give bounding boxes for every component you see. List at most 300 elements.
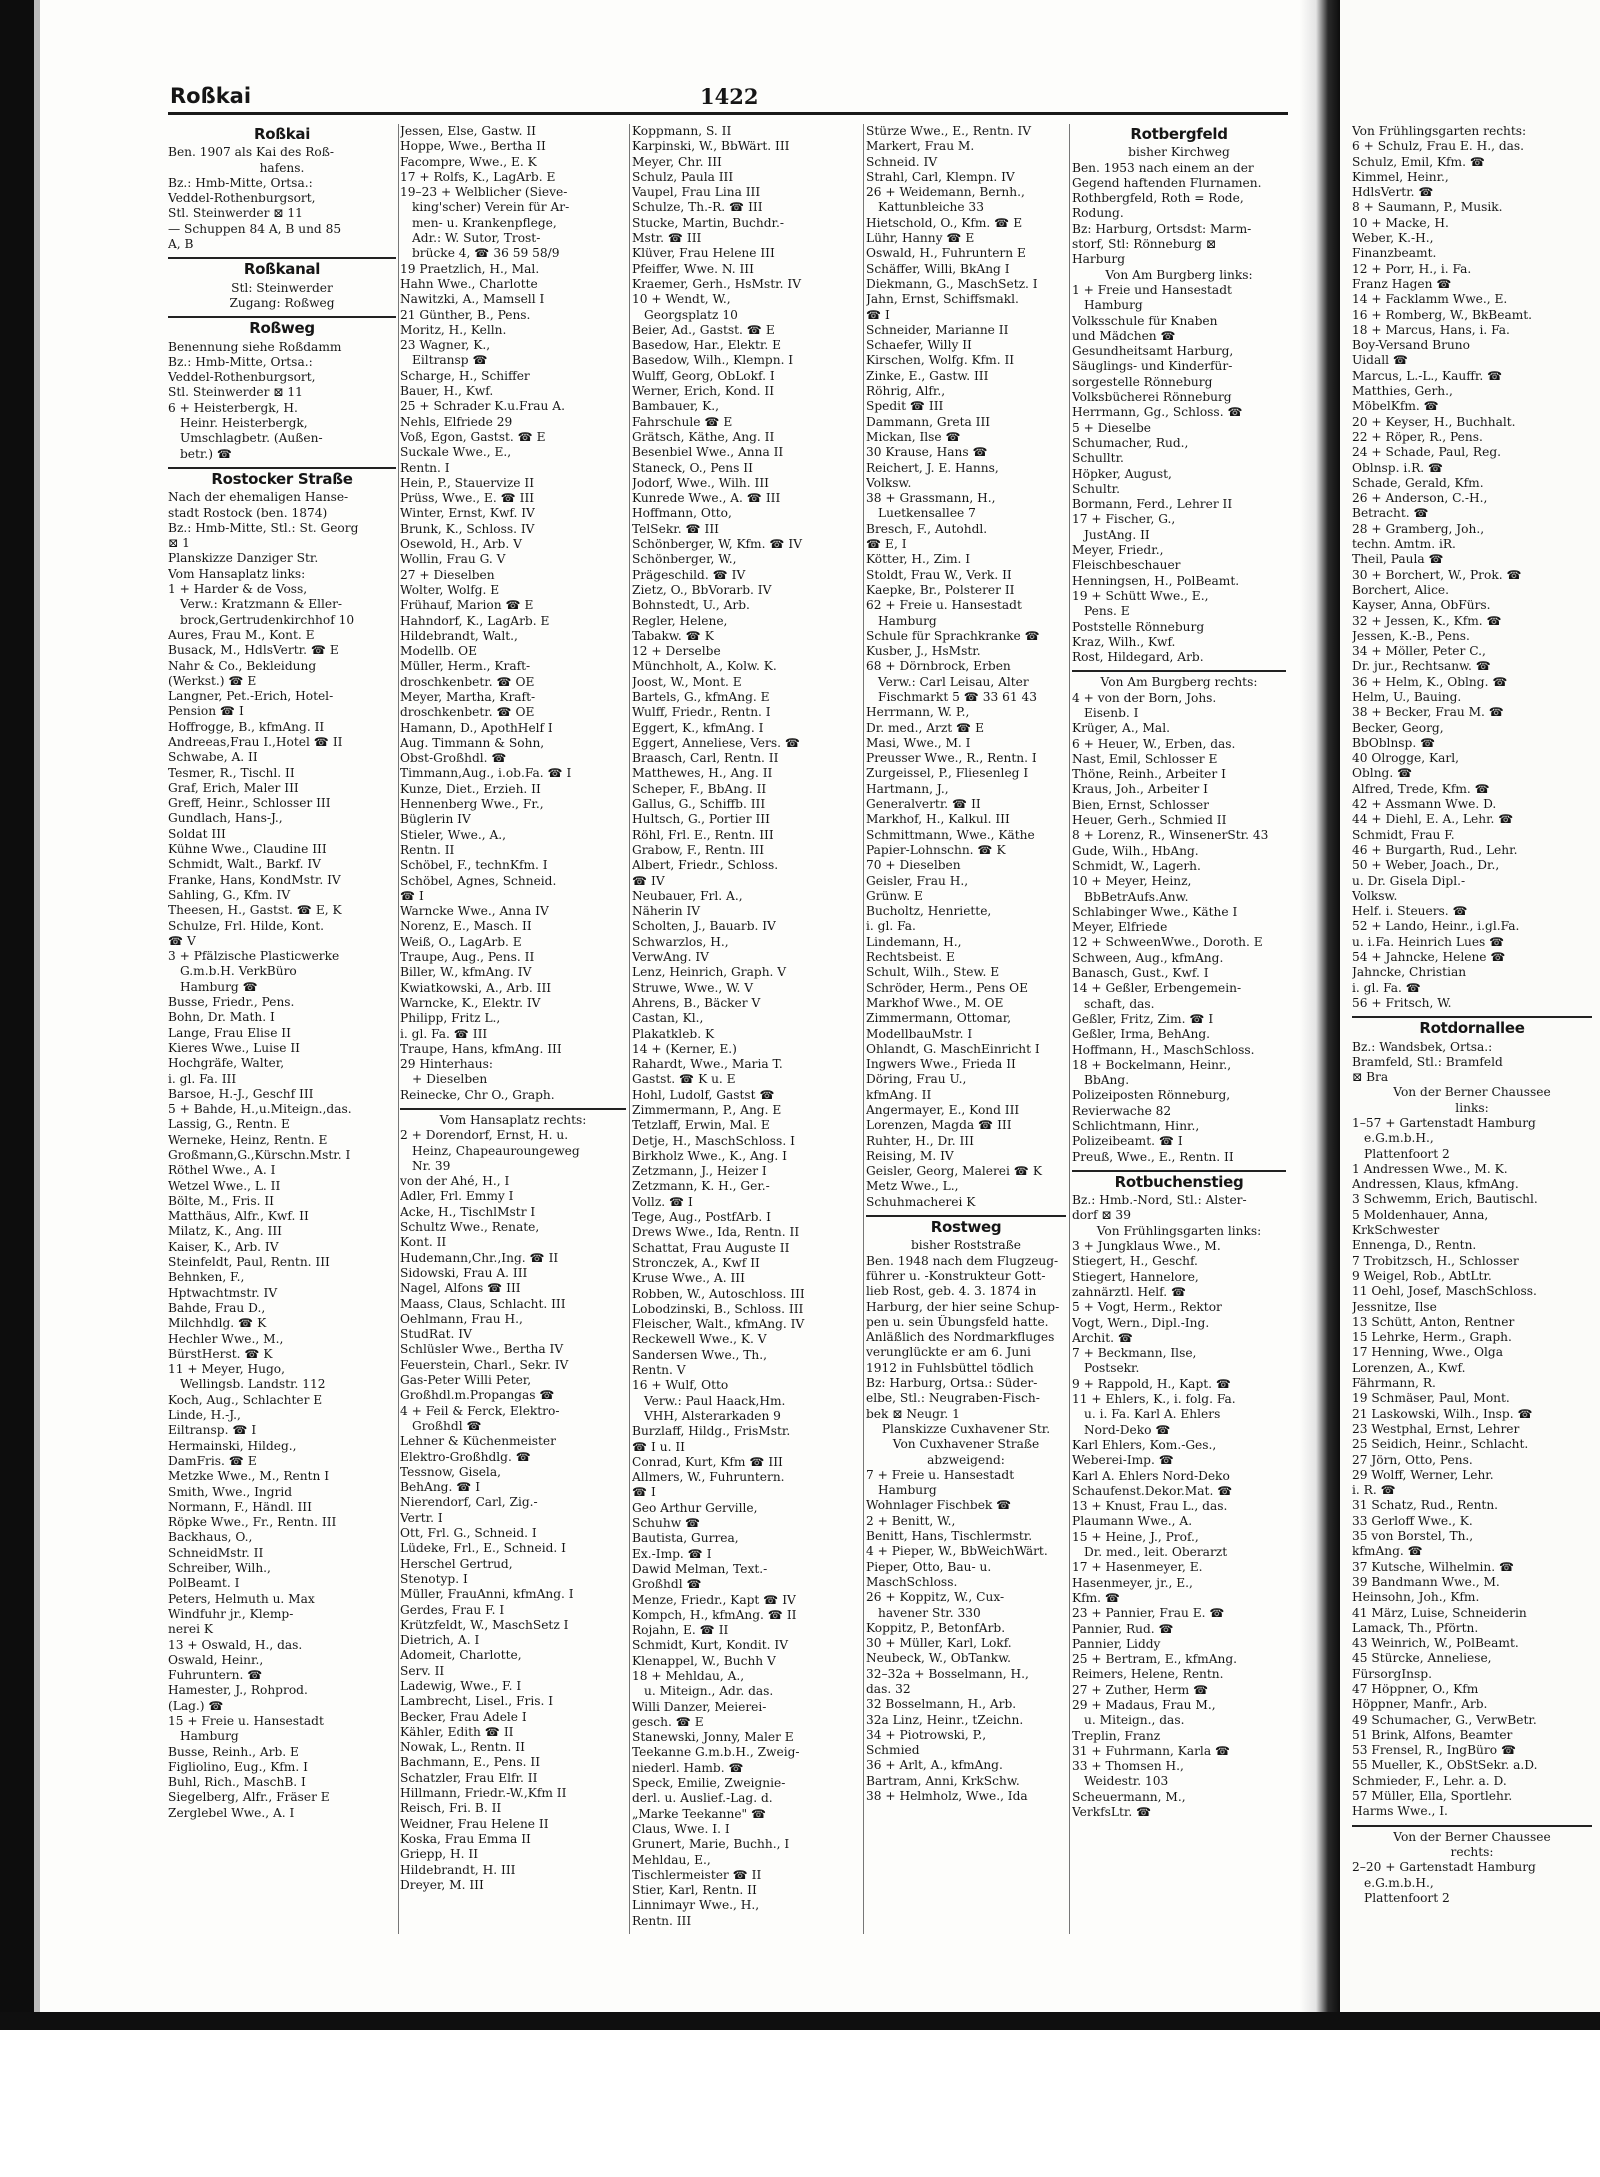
directory-entry-line: ⊠ 1 [168, 536, 190, 551]
directory-entry-line: Hillmann, Friedr.-W.,Kfm II [400, 1786, 567, 1801]
directory-entry-line: 25 Seidich, Heinr., Schlacht. [1352, 1437, 1529, 1452]
directory-entry-line: Schulz, Emil, Kfm. ☎ [1352, 154, 1486, 169]
directory-entry-line: Ingwers Wwe., Frieda II [866, 1057, 1016, 1072]
directory-entry-line: Dr. jur., Rechtsanw. ☎ [1352, 659, 1491, 674]
directory-entry-line: Warncke, K., Elektr. IV [400, 995, 541, 1010]
directory-entry-line: Pannier, Rud. ☎ [1072, 1621, 1174, 1636]
directory-entry-line: Finanzbeamt. [1352, 246, 1437, 261]
directory-entry-line: Zerglebel Wwe., A. I [168, 1805, 295, 1820]
directory-entry-line: Lorenzen, A., Kwf. [1352, 1360, 1466, 1375]
directory-entry-line: Heinr. Heisterbergk, [180, 416, 308, 431]
directory-entry-line: Krützfeldt, W., MaschSetz I [400, 1617, 569, 1632]
directory-entry-line: Wohnlager Fischbek ☎ [866, 1498, 1012, 1513]
directory-entry-line: Brunk, K., Schloss. IV [400, 521, 535, 536]
directory-entry-line: Karl Ehlers, Kom.-Ges., [1072, 1437, 1217, 1452]
directory-entry-line: Kimmel, Heinr., [1352, 169, 1449, 184]
directory-entry-line: Meyer, Elfriede [1072, 920, 1168, 935]
directory-entry-line: Nahr & Co., Bekleidung [168, 658, 317, 673]
directory-entry-line: Generalvertr. ☎ II [866, 797, 981, 812]
directory-entry-line: Werner, Erich, Kond. II [632, 384, 775, 399]
directory-entry-line: Linde, H.-J., [168, 1408, 241, 1423]
directory-entry-line: 19 + Schütt Wwe., E., [1072, 588, 1209, 603]
directory-entry-line: Acke, H., TischlMstr I [400, 1204, 536, 1219]
directory-entry-line: 54 + Jahncke, Helene ☎ [1352, 950, 1506, 965]
directory-entry-line: Alfred, Trede, Kfm. ☎ [1352, 781, 1490, 796]
page-header [170, 84, 1280, 114]
directory-entry-line: 7 + Freie u. Hansestadt [866, 1467, 1015, 1482]
directory-entry-line: 35 von Borstel, Th., [1352, 1529, 1474, 1544]
directory-entry-line: FürsorgInsp. [1352, 1666, 1432, 1681]
directory-entry-line: Neubeck, W., ObTankw. [866, 1651, 1012, 1666]
directory-entry-line: havener Str. 330 [878, 1605, 981, 1620]
directory-entry-line: Schuhmacherei K [866, 1194, 976, 1209]
directory-entry-line: Tabakw. ☎ K [632, 628, 714, 643]
street-heading: Rostocker Straße [211, 469, 353, 488]
directory-entry-line: Barsoe, H.-J., Geschf III [168, 1086, 314, 1101]
directory-entry-line: Hein, P., Stauervize II [400, 475, 535, 490]
directory-entry-line: Schmittmann, Wwe., Käthe [866, 827, 1035, 842]
directory-entry-line: Hermainski, Hildeg., [168, 1438, 297, 1453]
directory-entry-line: Soldat III [168, 826, 226, 841]
directory-entry-line: 34 + Piotrowski, P., [866, 1727, 987, 1742]
directory-entry-line: Bz: Harburg, Ortsdst: Marm- [1072, 221, 1252, 236]
directory-entry-line: Lindemann, H., [866, 934, 962, 949]
directory-entry-line: 40 Olrogge, Karl, [1352, 751, 1459, 766]
directory-entry-line: 11 + Meyer, Hugo, [168, 1362, 285, 1377]
directory-entry-line: KrkSchwester [1352, 1223, 1440, 1238]
directory-entry-line: Wolter, Wolfg. E [400, 582, 500, 597]
directory-entry-line: 30 + Müller, Karl, Lokf. [866, 1636, 1012, 1651]
directory-entry-line: nerei K [168, 1622, 213, 1637]
directory-entry-line: 3 Schwemm, Erich, Bautischl. [1352, 1192, 1538, 1207]
directory-entry-line: Schumacher, Rud., [1072, 435, 1189, 450]
directory-entry-line: VHH, Alsterarkaden 9 [644, 1408, 781, 1423]
directory-entry-line: Markhof Wwe., M. OE [866, 995, 1004, 1010]
directory-entry-line: 5 + Bahde, H.,u.Miteign.,das. [168, 1102, 352, 1117]
directory-entry-line: Gas-Peter Willi Peter, [400, 1373, 532, 1388]
directory-entry-line: Eggert, Anneliese, Vers. ☎ [632, 735, 801, 750]
directory-entry-line: 18 + Mehldau, A., [632, 1668, 745, 1683]
directory-entry-line: Diekmann, G., MaschSetz. I [866, 276, 1038, 291]
directory-entry-line: Volksschule für Knaben [1072, 313, 1218, 328]
directory-entry-line: Hamburg [878, 1483, 937, 1498]
directory-entry-line: Hechler Wwe., M., [168, 1331, 284, 1346]
directory-entry-line: Herrmann, Gg., Schloss. ☎ [1072, 405, 1243, 420]
directory-entry-line: Bz.: Hmb-Mitte, Stl.: St. Georg [168, 520, 359, 535]
directory-entry-line: Schween, Aug., kfmAng. [1072, 950, 1224, 965]
directory-entry-line: Fleischer, Walt., kfmAng. IV [632, 1317, 805, 1332]
directory-entry-line: Münchholt, A., Kolw. K. [632, 659, 777, 674]
directory-entry-line: Volksbücherei Rönneburg [1072, 390, 1232, 405]
directory-entry-line: Koch, Aug., Schlachter E [168, 1392, 323, 1407]
directory-entry-line: Hildebrandt, Walt., [400, 628, 518, 643]
directory-entry-line: Behnken, F., [168, 1270, 245, 1285]
directory-entry-line: Meyer, Martha, Kraft- [400, 689, 536, 704]
directory-entry-line: betr.) ☎ [180, 446, 233, 461]
directory-entry-line: Großhdl ☎ [632, 1577, 702, 1592]
directory-entry-line: 6 + Heisterbergk, H. [168, 400, 298, 415]
directory-entry-line: A, B [168, 237, 194, 252]
directory-entry-line: ☎ E, I [866, 537, 907, 552]
directory-entry-line: elbe, Stl.: Neugraben-Fisch- [866, 1391, 1040, 1406]
directory-entry-line: Fahrschule ☎ E [632, 414, 733, 429]
directory-entry-line: derl. u. Auslief.-Lag. d. [632, 1791, 773, 1806]
section-rule [168, 467, 396, 469]
directory-entry-line: Schaufenst.Dekor.Mat. ☎ [1072, 1483, 1233, 1498]
directory-entry-line: Hamburg [1084, 298, 1143, 313]
directory-entry-line: 1 Andressen Wwe., M. K. [1352, 1161, 1508, 1176]
directory-entry-line: Klenappel, W., Buchh V [632, 1653, 776, 1668]
directory-entry-line: 68 + Dörnbrock, Erben [866, 659, 1011, 674]
directory-entry-line: Volksw. [1352, 888, 1398, 903]
directory-entry-line: VerkfsLtr. ☎ [1072, 1805, 1152, 1820]
directory-entry-line: Timmann,Aug., i.ob.Fa. ☎ I [400, 766, 572, 781]
directory-entry-line: Reckewell Wwe., K. V [632, 1332, 767, 1347]
directory-entry-line: Hamann, D., ApothHelf I [400, 720, 553, 735]
directory-entry-line: links: [1455, 1100, 1489, 1115]
directory-entry-line: Gegend haftenden Flurnamen. [1072, 175, 1262, 190]
directory-entry-line: u. i.Fa. Heinrich Lues ☎ [1352, 934, 1505, 949]
directory-entry-line: Tischlermeister ☎ II [632, 1867, 762, 1882]
directory-entry-line: Basedow, Wilh., Klempn. I [632, 353, 794, 368]
directory-entry-line: Kattunbleiche 33 [878, 200, 984, 215]
directory-entry-line: hafens. [259, 160, 305, 175]
directory-entry-line: Kfm. ☎ [1072, 1590, 1121, 1605]
directory-entry-line: 5 + Dieselbe [1072, 420, 1151, 435]
directory-entry-line: 21 Laskowski, Wilh., Insp. ☎ [1352, 1406, 1533, 1421]
directory-entry-line: Koska, Frau Emma II [400, 1831, 531, 1846]
directory-entry-line: Spedit ☎ III [866, 399, 944, 414]
directory-entry-line: Wulff, Georg, ObLokf. I [632, 368, 775, 383]
directory-entry-line: 29 + Madaus, Frau M., [1072, 1697, 1216, 1712]
directory-entry-line: 15 + Freie u. Hansestadt [168, 1713, 324, 1728]
directory-entry-line: Helm, U., Bauing. [1352, 689, 1462, 704]
directory-entry-line: Bz.: Hmb-Mitte, Ortsa.: [168, 175, 313, 190]
directory-entry-line: niederl. Hamb. ☎ [632, 1760, 744, 1775]
directory-entry-line: Heinsohn, Joh., Kfm. [1352, 1590, 1480, 1605]
directory-entry-line: pen u. sein Übungsfeld hatte. [866, 1314, 1049, 1329]
section-rule [400, 1108, 626, 1110]
directory-entry-line: u. Miteign., Adr. das. [644, 1684, 774, 1699]
directory-entry-line: Zimmermann, Ottomar, [866, 1011, 1012, 1026]
scan-bottom-edge [0, 2012, 1600, 2030]
directory-entry-line: Schneider, Marianne II [866, 322, 1009, 337]
directory-entry-line: Herschel Gertrud, [400, 1556, 513, 1571]
directory-entry-line: Smith, Wwe., Ingrid [168, 1484, 293, 1499]
directory-entry-line: brücke 4, ☎ 36 59 58/9 [412, 246, 560, 261]
directory-entry-line: Polizeiposten Rönneburg, [1072, 1088, 1231, 1103]
directory-entry-line: Kwiatkowski, A., Arb. III [400, 980, 552, 995]
directory-entry-line: Nagel, Alfons ☎ III [400, 1281, 521, 1296]
directory-entry-line: Postsekr. [1084, 1361, 1140, 1376]
directory-entry-line: Weidestr. 103 [1084, 1774, 1169, 1789]
directory-entry-line: Von Frühlingsgarten links: [1096, 1223, 1262, 1238]
directory-entry-line: Lobodzinski, B., Schloss. III [632, 1301, 804, 1316]
directory-entry-line: 13 Schütt, Anton, Rentner [1352, 1314, 1515, 1329]
directory-entry-line: Beier, Ad., Gastst. ☎ E [632, 322, 775, 337]
directory-entry-line: 1–57 + Gartenstadt Hamburg [1352, 1116, 1536, 1130]
directory-entry-line: 43 Weinrich, W., PolBeamt. [1352, 1636, 1519, 1651]
directory-entry-line: 27 Jörn, Otto, Pens. [1352, 1452, 1473, 1467]
directory-entry-line: Kruse Wwe., A. III [632, 1271, 745, 1286]
directory-entry-line: Ben. 1953 nach einem an der [1072, 160, 1254, 175]
directory-entry-line: ☎ V [168, 933, 196, 948]
directory-entry-line: bek ⊠ Neugr. 1 [866, 1406, 960, 1421]
directory-entry-line: 56 + Fritsch, W. [1352, 995, 1452, 1010]
directory-entry-line: Von Cuxhavener Straße [892, 1437, 1040, 1452]
directory-entry-line: Gallus, G., Schiffb. III [632, 797, 766, 812]
directory-entry-line: ☎ IV [632, 873, 665, 888]
directory-column-6 [1352, 124, 1592, 1934]
directory-entry-line: gesch. ☎ E [632, 1714, 704, 1729]
directory-entry-line: Schmieder, F., Lehr. a. D. [1352, 1773, 1507, 1788]
directory-entry-line: Schult, Wilh., Stew. E [866, 965, 1000, 980]
directory-entry-line: Bölte, M., Fris. II [168, 1193, 274, 1208]
directory-entry-line: Aug. Timmann & Sohn, [400, 735, 545, 750]
directory-entry-line: Ladewig, Wwe., F. I [400, 1678, 522, 1693]
directory-entry-line: Rentn. V [632, 1363, 686, 1378]
directory-entry-line: Müller, FrauAnni, kfmAng. I [400, 1587, 574, 1602]
directory-entry-line: Reinecke, Chr O., Graph. [400, 1087, 555, 1102]
directory-entry-line: Matthewes, H., Ang. II [632, 766, 773, 781]
directory-entry-line: Elektro-Großhdlg. ☎ [400, 1449, 531, 1464]
directory-entry-line: Angermayer, E., Kond III [866, 1103, 1020, 1117]
directory-entry-line: Markhof, H., Kalkul. III [866, 812, 1010, 827]
directory-entry-line: Matthies, Gerh., [1352, 384, 1453, 399]
directory-entry-line: 12 + Porr, H., i. Fa. [1352, 261, 1472, 276]
directory-entry-line: Karl A. Ehlers Nord-Deko [1072, 1468, 1230, 1483]
directory-entry-line: 19 Schmäser, Paul, Mont. [1352, 1391, 1510, 1406]
directory-entry-line: Hochgräfe, Walter, [168, 1056, 285, 1071]
directory-entry-line: 18 + Marcus, Hans, i. Fa. [1352, 322, 1510, 337]
directory-entry-line: Kraemer, Gerh., HsMstr. IV [632, 276, 802, 291]
directory-entry-line: kfmAng. II [866, 1087, 932, 1102]
directory-entry-line: Hohl, Ludolf, Gastst ☎ [632, 1087, 775, 1102]
directory-entry-line: 8 + Saumann, P., Musik. [1352, 200, 1503, 215]
directory-entry-line: 53 Frensel, R., IngBüro ☎ [1352, 1743, 1517, 1758]
directory-entry-line: TelSekr. ☎ III [632, 521, 719, 536]
street-heading: Rotbuchenstieg [1114, 1172, 1244, 1191]
directory-entry-line: 55 Mueller, K., ObStSekr. a.D. [1352, 1758, 1538, 1773]
directory-entry-line: Oswald, Heinr., [168, 1652, 264, 1667]
directory-entry-line: lieb Rost, geb. 4. 3. 1874 in [866, 1284, 1037, 1299]
street-heading: Roßkanal [243, 260, 321, 279]
directory-entry-line: Schmidt, Frau F. [1352, 827, 1455, 842]
directory-entry-line: 31 Schatz, Rud., Rentn. [1352, 1498, 1499, 1513]
directory-entry-line: Hamburg [180, 1729, 239, 1744]
directory-entry-line: G.m.b.H. VerkBüro [180, 964, 297, 979]
directory-entry-line: und Mädchen ☎ [1072, 328, 1176, 343]
directory-entry-line: Umschlagbetr. (Außen- [180, 431, 323, 446]
directory-entry-line: Stl. Steinwerder ⊠ 11 [168, 206, 303, 221]
street-heading: Rotdornallee [1419, 1019, 1525, 1038]
directory-entry-line: Weber, K.-H., [1352, 231, 1434, 246]
directory-entry-line: Conrad, Kurt, Kfm ☎ III [632, 1454, 783, 1469]
directory-entry-line: Philipp, Fritz L., [400, 1011, 501, 1026]
directory-entry-line: ☎ I [866, 307, 890, 322]
scan-bottom-margin [0, 2030, 1600, 2177]
directory-entry-line: Vom Hansaplatz rechts: [439, 1113, 587, 1127]
directory-entry-line: Grätsch, Käthe, Ang. II [632, 429, 775, 444]
directory-entry-line: BbOblnsp. ☎ [1352, 735, 1436, 750]
directory-entry-line: Stanewski, Jonny, Maler E [632, 1730, 794, 1745]
directory-entry-line: 32–32a + Bosselmann, H., [866, 1666, 1029, 1681]
directory-entry-line: Schäffer, Willi, BkAng I [866, 261, 1010, 276]
directory-entry-line: Zietz, O., BbVorarb. IV [632, 582, 772, 597]
directory-entry-line: Hoffrogge, B., kfmAng. II [168, 719, 325, 734]
directory-entry-line: 30 Krause, Hans ☎ [866, 445, 988, 460]
directory-entry-line: Tege, Aug., PostfArb. I [632, 1210, 771, 1225]
directory-entry-line: Winter, Ernst, Kwf. IV [400, 506, 535, 521]
directory-entry-line: 23 + Pannier, Frau E. ☎ [1072, 1606, 1225, 1621]
directory-entry-line: Schöbel, F., technKfm. I [400, 858, 548, 873]
directory-entry-line: Polizeibeamt. ☎ I [1072, 1134, 1183, 1149]
directory-entry-line: Sandersen Wwe., Th., [632, 1347, 768, 1362]
directory-entry-line: Kunze, Diet., Erzieh. II [400, 781, 541, 796]
directory-entry-line: Greff, Heinr., Schlosser III [168, 796, 331, 811]
directory-entry-line: Matthäus, Alfr., Kwf. II [168, 1209, 309, 1224]
directory-entry-line: Dammann, Greta III [866, 414, 991, 429]
directory-entry-line: Nowak, L., Rentn. II [400, 1740, 525, 1755]
directory-entry-line: Sidowski, Frau A. III [400, 1265, 528, 1280]
directory-entry-line: 42 + Assmann Wwe. D. [1352, 797, 1497, 812]
directory-entry-line: Hildebrandt, H. III [400, 1862, 516, 1877]
directory-entry-line: Meyer, Chr. III [632, 154, 722, 169]
directory-entry-line: Eiltransp ☎ [412, 353, 488, 368]
directory-entry-line: 3 + Pfälzische Plasticwerke [168, 949, 340, 964]
directory-entry-line: Lehner & Küchenmeister [400, 1434, 556, 1449]
directory-entry-line: Verw.: Paul Haack,Hm. [644, 1393, 786, 1408]
directory-entry-line: 37 Kutsche, Wilhelmin. ☎ [1352, 1559, 1515, 1574]
directory-entry-line: Kraus, Joh., Arbeiter I [1072, 782, 1208, 797]
directory-entry-line: Heuer, Gerh., Schmied II [1072, 813, 1227, 828]
section-rule [1072, 670, 1286, 672]
directory-entry-line: Kompch, H., kfmAng. ☎ II [632, 1607, 797, 1622]
directory-entry-line: u. Miteign., das. [1084, 1713, 1185, 1728]
directory-entry-line: 1912 in Fuhlsbüttel tödlich [866, 1360, 1034, 1375]
directory-entry-line: 4 + Feil & Ferck, Elektro- [400, 1403, 560, 1418]
directory-entry-line: Dreyer, M. III [400, 1877, 484, 1892]
directory-entry-line: ☎ I u. II [632, 1439, 685, 1454]
directory-entry-line: Tesmer, R., Tischl. II [168, 765, 295, 780]
directory-entry-line: Bauer, H., Kwf. [400, 384, 494, 399]
directory-entry-line: Koppitz, P., BetonfArb. [866, 1620, 1006, 1635]
directory-entry-line: Buhl, Rich., MaschB. I [168, 1775, 306, 1790]
directory-entry-line: Rahardt, Wwe., Maria T. [632, 1057, 783, 1072]
directory-entry-line: Rentn. III [632, 1913, 692, 1928]
directory-entry-line: Regler, Helene, [632, 613, 728, 628]
directory-entry-line: JustAng. II [1084, 527, 1150, 542]
directory-entry-line: Schmidt, Kurt, Kondit. IV [632, 1638, 789, 1653]
directory-entry-line: Hamester, J., Rohprod. [168, 1683, 308, 1698]
directory-entry-line: 4 + Pieper, W., BbWeichWärt. [866, 1544, 1048, 1559]
directory-entry-line: Osewold, H., Arb. V [400, 537, 522, 552]
directory-entry-line: Joost, W., Mont. E [632, 674, 742, 689]
directory-entry-line: Rojahn, E. ☎ II [632, 1623, 729, 1638]
directory-entry-line: Archit. ☎ [1072, 1330, 1134, 1345]
directory-entry-line: Steinfeldt, Paul, Rentn. III [168, 1255, 330, 1270]
directory-entry-line: Scheper, F., BbAng. II [632, 781, 767, 796]
directory-entry-line: 9 Weigel, Rob., AbtLtr. [1352, 1268, 1492, 1283]
directory-entry-line: Wollin, Frau G. V [400, 552, 506, 567]
directory-entry-line: Bahde, Frau D., [168, 1300, 266, 1315]
directory-entry-line: 20 + Keyser, H., Buchhalt. [1352, 414, 1516, 429]
directory-entry-line: Serv. II [400, 1663, 445, 1678]
directory-entry-line: 57 Müller, Ella, Sportlehr. [1352, 1789, 1513, 1804]
directory-entry-line: 41 März, Luise, Schneiderin [1352, 1605, 1527, 1620]
directory-entry-line: Adomeit, Charlotte, [400, 1648, 522, 1663]
directory-entry-line: Pannier, Liddy [1072, 1636, 1161, 1651]
directory-entry-line: Nierendorf, Carl, Zig.- [400, 1495, 538, 1510]
directory-entry-line: Röhl, Frl. E., Rentn. III [632, 827, 774, 842]
directory-entry-line: Albert, Friedr., Schloss. [632, 858, 779, 873]
directory-entry-line: Facompre, Wwe., E. K [400, 154, 537, 169]
directory-entry-line: Modellb. OE [400, 644, 478, 659]
directory-entry-line: Von der Berner Chaussee [1393, 1085, 1551, 1100]
directory-entry-line: Büglerin IV [400, 812, 471, 827]
section-rule [1352, 1016, 1592, 1018]
directory-entry-line: Biller, W., kfmAng. IV [400, 965, 532, 980]
directory-entry-line: Oswald, H., Fuhruntern E [866, 246, 1026, 261]
directory-entry-line: Castan, Kl., [632, 1011, 704, 1026]
directory-entry-line: Borchert, Alice. [1352, 582, 1449, 597]
directory-entry-line: 15 + Heine, J., Prof., [1072, 1529, 1199, 1544]
directory-entry-line: Zimmermann, P., Ang. E [632, 1103, 782, 1117]
directory-entry-line: 38 + Grassmann, H., [866, 491, 996, 506]
directory-entry-line: 10 + Macke, H. [1352, 215, 1449, 230]
directory-entry-line: 17 Henning, Wwe., Olga [1352, 1345, 1503, 1360]
directory-entry-line: 1 + Harder & de Voss, [168, 582, 308, 597]
directory-entry-line: Strahl, Carl, Klempn. IV [866, 169, 1015, 184]
directory-entry-line: Gerdes, Frau F. I [400, 1602, 505, 1617]
directory-entry-line: Stl: Steinwerder [231, 280, 333, 295]
directory-entry-line: 22 + Röper, R., Pens. [1352, 429, 1483, 444]
directory-entry-line: Verw.: Kratzmann & Eller- [180, 597, 343, 612]
directory-entry-line: Windfuhr jr., Klemp- [168, 1606, 294, 1621]
directory-entry-line: Krüger, A., Mal. [1072, 721, 1170, 736]
directory-entry-line: 33 + Thomsen H., [1072, 1759, 1184, 1774]
directory-entry-line: Nr. 39 [412, 1158, 451, 1173]
directory-entry-line: Rothbergfeld, Roth = Rode, [1072, 191, 1244, 206]
directory-entry-line: Ohlandt, G. MaschEinricht I [866, 1041, 1040, 1056]
street-heading: Roßweg [249, 319, 315, 338]
directory-entry-line: Jahn, Ernst, Schiffsmakl. [866, 292, 1019, 307]
directory-entry-line: Jessen, K.-B., Pens. [1352, 628, 1470, 643]
directory-entry-line: Jessnitze, Ilse [1352, 1299, 1437, 1314]
directory-entry-line: Hennenberg Wwe., Fr., [400, 797, 544, 812]
directory-entry-line: Uidall ☎ [1352, 353, 1409, 368]
column-divider [398, 124, 399, 1934]
directory-entry-line: Schwarzlos, H., [632, 934, 729, 949]
directory-entry-line: Hamburg ☎ [180, 979, 258, 994]
directory-entry-line: Nach der ehemaligen Hanse- [168, 490, 349, 505]
directory-entry-line: Nehls, Elfriede 29 [400, 414, 513, 429]
directory-entry-line: Fleischbeschauer [1072, 558, 1181, 573]
directory-entry-line: Bormann, Ferd., Lehrer II [1072, 497, 1233, 512]
directory-entry-line: 7 Trobitzsch, H., Schlosser [1352, 1253, 1519, 1268]
directory-entry-line: Scheuermann, M., [1072, 1789, 1186, 1804]
directory-entry-line: Hahn Wwe., Charlotte [400, 276, 538, 291]
directory-entry-line: Ott, Frl. G., Schneid. I [400, 1526, 537, 1541]
directory-entry-line: Nord-Deko ☎ [1084, 1422, 1171, 1437]
directory-entry-line: Eiltransp. ☎ I [168, 1423, 257, 1438]
directory-entry-line: Stoldt, Frau W., Verk. II [866, 567, 1012, 582]
directory-entry-line: Rodung. [1072, 206, 1124, 221]
directory-entry-line: Harburg [1072, 252, 1125, 267]
directory-entry-line: Traupe, Aug., Pens. II [400, 950, 535, 965]
directory-entry-line: DamFris. ☎ E [168, 1453, 257, 1468]
directory-entry-line: u. i. Fa. Karl A. Ehlers [1084, 1407, 1221, 1422]
